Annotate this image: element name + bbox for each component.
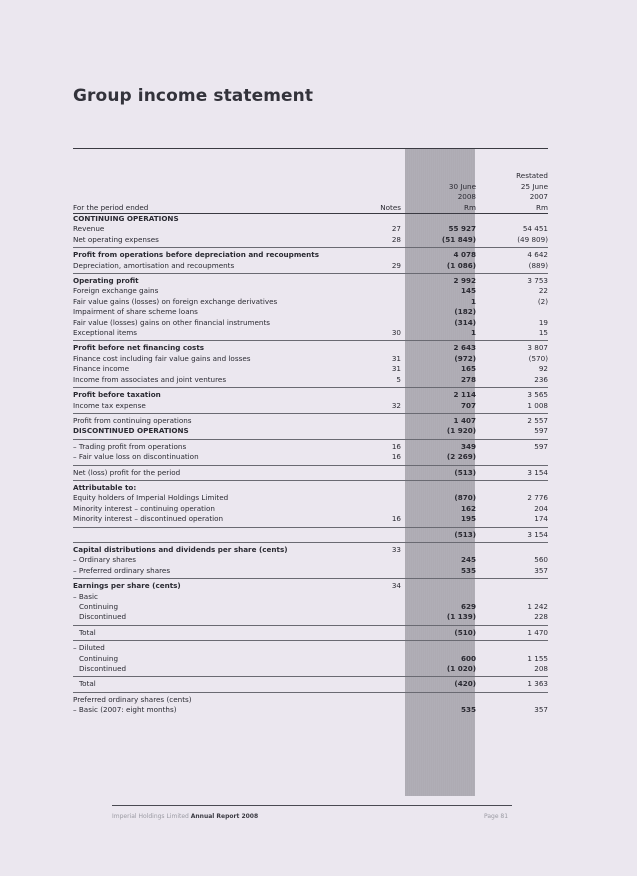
row-value-2007: 3 807 [527, 343, 548, 353]
row-value-2008: 145 [460, 286, 476, 296]
table-row [73, 602, 548, 612]
row-value-2008: (513) [454, 467, 476, 477]
row-value-2008: 4 078 [453, 250, 476, 260]
row-value-2008 [401, 643, 476, 653]
row-label: Fair value (losses) gains on other financial instruments [73, 317, 271, 327]
row-value-2007: 92 [538, 364, 548, 374]
row-value-2007 [476, 483, 548, 493]
row-value-2007: 54 451 [522, 224, 548, 234]
row-label: Exceptional items [73, 328, 138, 338]
row-label: Equity holders of Imperial Holdings Limited [73, 493, 229, 503]
row-label: DISCONTINUED OPERATIONS [73, 426, 189, 436]
row-notes [366, 654, 401, 664]
table-row [73, 555, 548, 565]
row-label: Income tax expense [73, 400, 146, 410]
table-row [73, 413, 548, 426]
row-notes [366, 664, 401, 674]
income-statement-table [73, 151, 548, 716]
row-notes [366, 493, 401, 503]
footer-report: Annual Report 2008 [190, 813, 259, 820]
row-notes: 28 [391, 234, 401, 244]
row-value-2007 [476, 545, 548, 555]
row-value-2007: 228 [534, 612, 548, 622]
row-notes: 32 [391, 400, 401, 410]
row-notes [366, 250, 401, 260]
row-label: Net operating expenses [73, 234, 159, 244]
table-row [73, 465, 548, 478]
row-notes [366, 214, 401, 224]
row-value-2007: 357 [534, 705, 548, 715]
row-value-2007 [476, 643, 548, 653]
row-label: Capital distributions and dividends per share (cents) [73, 544, 288, 554]
table-row [73, 375, 548, 385]
row-notes [366, 276, 401, 286]
table-row [73, 640, 548, 653]
row-notes [366, 592, 401, 602]
table-row [73, 705, 548, 715]
table-row [73, 261, 548, 271]
table-row [73, 542, 548, 555]
row-value-2008: 55 927 [448, 224, 476, 234]
row-notes [366, 307, 401, 317]
table-header [73, 151, 548, 213]
row-value-2007: 3 154 [527, 529, 548, 539]
row-value-2008: 1 407 [453, 415, 476, 425]
row-value-2008: (870) [454, 493, 476, 503]
row-value-2008: (1 020) [446, 664, 476, 674]
row-label: Continuing [79, 602, 119, 611]
row-value-2007: 4 642 [527, 250, 548, 260]
row-value-2008: 2 992 [453, 276, 476, 286]
row-label: Operating profit [73, 276, 139, 286]
row-value-2008: (420) [454, 679, 476, 689]
row-value-2007: (49 809) [517, 234, 548, 244]
row-value-2007: 3 753 [527, 276, 548, 286]
row-notes [366, 679, 401, 689]
row-value-2008: 629 [460, 602, 476, 611]
table-row [73, 286, 548, 296]
row-label: Depreciation, amortisation and recoupments [73, 260, 235, 270]
row-value-2007: 597 [534, 441, 548, 451]
page-title: Group income statement [73, 86, 314, 106]
row-value-2007: 3 154 [527, 467, 548, 477]
table-row [73, 612, 548, 622]
row-value-2007: 2 557 [527, 415, 548, 425]
header-notes: Notes [380, 202, 401, 212]
row-value-2008: (1 086) [446, 260, 476, 270]
row-label: Profit from operations before depreciation and recoupments [73, 250, 320, 260]
row-label: Minority interest – discontinued operation [73, 514, 224, 524]
row-value-2007: 174 [534, 514, 548, 524]
table-row [73, 592, 548, 602]
table-row [73, 625, 548, 638]
row-value-2008: (510) [454, 627, 476, 637]
row-value-2008: (1 920) [446, 426, 476, 436]
table-row [73, 340, 548, 353]
row-value-2008: 1 [470, 296, 476, 306]
row-label [73, 530, 366, 540]
row-value-2008: 535 [460, 565, 476, 575]
row-value-2008 [401, 483, 476, 493]
row-value-2008: (2 269) [446, 452, 476, 462]
table-row [73, 426, 548, 436]
row-value-2008: 349 [460, 441, 476, 451]
row-label: Profit before net financing costs [73, 343, 205, 353]
row-notes [366, 705, 401, 715]
row-value-2007: 2 776 [527, 493, 548, 503]
row-value-2007: 22 [538, 286, 548, 296]
row-label: Minority interest – continuing operation [73, 503, 215, 513]
row-notes: 16 [391, 514, 401, 524]
row-notes [366, 318, 401, 328]
table-row [73, 401, 548, 411]
header-current-line: 2008 [457, 192, 476, 202]
footer-page-number: Page 81 [484, 813, 509, 820]
row-notes [366, 426, 401, 436]
row-value-2007: 1 470 [527, 627, 548, 637]
row-value-2008: (314) [454, 317, 476, 327]
header-previous-line: 2007 [529, 192, 548, 202]
row-label: Discontinued [79, 664, 127, 674]
row-notes [366, 628, 401, 638]
row-value-2007: 560 [534, 555, 548, 565]
row-value-2007 [476, 214, 548, 224]
row-value-2008: (972) [454, 353, 476, 363]
row-notes [366, 343, 401, 353]
table-row [73, 235, 548, 245]
row-value-2007: (2) [537, 296, 548, 306]
table-row [73, 452, 548, 462]
row-label: – Trading profit from operations [73, 441, 187, 451]
row-value-2007: 597 [534, 426, 548, 436]
row-notes [366, 468, 401, 478]
table-row [73, 364, 548, 374]
row-value-2008: 600 [460, 653, 476, 663]
row-notes [366, 483, 401, 493]
table-row [73, 318, 548, 328]
table-row [73, 676, 548, 689]
row-value-2008 [401, 545, 476, 555]
row-notes [366, 602, 401, 612]
header-current-line: 30 June [448, 181, 476, 191]
table-row [73, 504, 548, 514]
row-label: – Preferred ordinary shares [73, 565, 171, 575]
row-notes: 31 [391, 353, 401, 363]
table-row [73, 247, 548, 260]
row-label: Profit before taxation [73, 390, 161, 400]
row-notes [366, 416, 401, 426]
row-value-2008: 165 [460, 364, 476, 374]
footer-publication [112, 813, 258, 820]
row-value-2008 [401, 592, 476, 602]
row-value-2007 [476, 452, 548, 462]
row-value-2007: 1 242 [527, 602, 548, 611]
row-notes: 30 [391, 328, 401, 338]
row-value-2007 [476, 581, 548, 591]
row-value-2008: 195 [460, 514, 476, 524]
row-label: Income from associates and joint ventures [73, 374, 227, 384]
table-row [73, 439, 548, 452]
row-value-2007: (570) [528, 353, 548, 363]
row-label: – Diluted [73, 643, 105, 653]
row-notes [366, 555, 401, 565]
row-value-2008: 2 114 [453, 390, 476, 400]
row-notes: 5 [396, 374, 401, 384]
row-label: Total [79, 679, 96, 689]
row-value-2008: (182) [454, 307, 476, 317]
row-label: Discontinued [79, 612, 127, 622]
row-label: Earnings per share (cents) [73, 581, 181, 591]
row-label: Total [79, 627, 96, 637]
header-previous-period [476, 171, 548, 213]
table-row [73, 354, 548, 364]
row-notes: 34 [391, 581, 401, 591]
header-previous-line: Rm [536, 202, 548, 212]
row-label: Impairment of share scheme loans [73, 307, 198, 317]
row-value-2007: 208 [534, 664, 548, 674]
table-row [73, 654, 548, 664]
header-previous-line: 25 June [520, 181, 548, 191]
row-value-2007: 1 155 [527, 653, 548, 663]
footer-company: Imperial Holdings Limited [112, 813, 189, 820]
row-label: CONTINUING OPERATIONS [73, 214, 179, 223]
row-value-2007: 204 [534, 503, 548, 513]
header-current-line: Rm [464, 202, 476, 212]
row-notes [366, 504, 401, 514]
row-label: Net (loss) profit for the period [73, 467, 181, 477]
row-notes: 31 [391, 364, 401, 374]
row-notes [366, 297, 401, 307]
row-value-2007 [476, 695, 548, 705]
table-row [73, 480, 548, 493]
row-value-2008: 707 [460, 400, 476, 410]
row-value-2008: 2 643 [453, 343, 476, 353]
table-body [73, 213, 548, 716]
row-value-2007: 1 008 [527, 400, 548, 410]
row-value-2007: 19 [538, 317, 548, 327]
row-value-2007: 15 [538, 328, 548, 338]
table-row [73, 692, 548, 705]
row-notes [366, 530, 401, 540]
row-value-2007: 1 363 [527, 679, 548, 689]
row-value-2008 [401, 214, 476, 224]
table-row [73, 578, 548, 591]
header-current-period [401, 182, 476, 213]
row-value-2007: 3 565 [527, 390, 548, 400]
table-row [73, 307, 548, 317]
row-label: – Basic (2007: eight months) [73, 705, 177, 715]
header-period-label: For the period ended [73, 202, 149, 212]
table-row [73, 664, 548, 674]
row-value-2008: (51 849) [441, 234, 476, 244]
row-label: Preferred ordinary shares (cents) [73, 694, 192, 704]
row-value-2008 [401, 695, 476, 705]
table-row [73, 273, 548, 286]
table-row [73, 297, 548, 307]
row-label: – Fair value loss on discontinuation [73, 452, 199, 462]
row-label: Finance cost including fair value gains and losses [73, 353, 251, 363]
row-notes [366, 390, 401, 400]
table-row [73, 527, 548, 540]
row-label: Fair value gains (losses) on foreign exchange derivatives [73, 296, 278, 306]
row-notes: 29 [391, 260, 401, 270]
table-row [73, 514, 548, 524]
row-value-2008: (513) [454, 529, 476, 539]
row-notes [366, 286, 401, 296]
row-value-2007: (889) [528, 260, 548, 270]
row-notes [366, 566, 401, 576]
row-label: Continuing [79, 653, 119, 663]
footer-rule [112, 805, 512, 806]
row-value-2008: 162 [460, 503, 476, 513]
row-label: Revenue [73, 224, 105, 234]
row-value-2008: 245 [460, 555, 476, 565]
row-value-2007 [476, 592, 548, 602]
row-label: Attributable to: [73, 482, 137, 492]
row-notes [366, 643, 401, 653]
row-label: Finance income [73, 364, 130, 374]
row-label: Profit from continuing operations [73, 415, 192, 425]
table-row [73, 566, 548, 576]
table-row [73, 387, 548, 400]
header-previous-line: Restated [516, 171, 548, 181]
row-label: Foreign exchange gains [73, 286, 159, 296]
row-notes: 27 [391, 224, 401, 234]
table-row [73, 493, 548, 503]
row-value-2008: 278 [460, 374, 476, 384]
row-notes: 16 [391, 452, 401, 462]
table-row [73, 328, 548, 338]
row-notes [366, 695, 401, 705]
row-value-2007: 236 [534, 374, 548, 384]
row-value-2008: (1 139) [446, 612, 476, 622]
row-notes: 33 [391, 544, 401, 554]
row-label: – Basic [73, 591, 98, 601]
row-label: – Ordinary shares [73, 555, 137, 565]
table-row [73, 224, 548, 234]
row-notes: 16 [391, 441, 401, 451]
table-row [73, 213, 548, 224]
row-value-2008 [401, 581, 476, 591]
row-notes [366, 612, 401, 622]
top-rule [73, 148, 548, 149]
row-value-2007 [476, 307, 548, 317]
row-value-2008: 535 [460, 705, 476, 715]
row-value-2008: 1 [470, 328, 476, 338]
row-value-2007: 357 [534, 565, 548, 575]
